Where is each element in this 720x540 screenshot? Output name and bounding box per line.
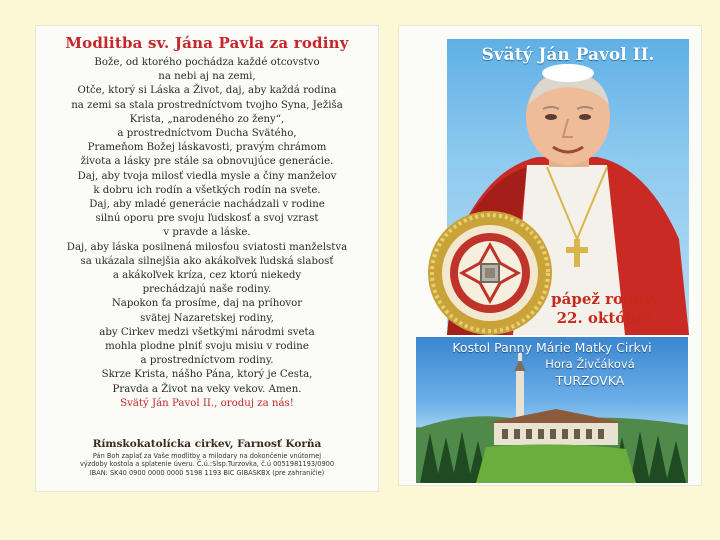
- prayer-line: Bože, od ktorého pochádza každé otcovstvo: [94, 57, 320, 68]
- prayer-line: sa ukázala silnejšia ako akákoľvek ľudská slabosť: [80, 255, 334, 267]
- parish-name: Rímskokatolícka cirkev, Farnosť Korňa: [92, 438, 322, 450]
- church-name: Kostol Panny Márie Matky Cirkvi: [452, 340, 652, 355]
- town-name: TURZOVKA: [555, 373, 625, 388]
- prayer-line: mohla plodne plniť svoju misiu v rodine: [105, 341, 309, 353]
- prayer-line: Skrze Krista, nášho Pána, ktorý je Cesta,: [101, 369, 313, 381]
- footnote-line: Pán Boh zaplať za Vaše modlitby a milodary na dokončenie vnútornej: [92, 452, 322, 460]
- prayer-line: Svätý Ján Pavol II., oroduj za nás!: [120, 397, 294, 409]
- church-photo: [416, 337, 688, 483]
- feast-title: pápež rodiny: [551, 290, 659, 308]
- footnote-line: výzdoby kostola a splatenie úveru. Č.ú.:Slsp.Turzovka, č.ú 0051981193/0900: [79, 460, 335, 469]
- prayer-card: [36, 26, 378, 491]
- prayer-line: a prostredníctvom rodiny.: [140, 355, 274, 367]
- prayer-line: silnú oporu pre svoju ľudskosť a svoj vzrast: [95, 213, 319, 225]
- prayer-line: Prameňom Božej láskavosti, pravým chrámom: [87, 142, 327, 154]
- prayer-line: v pravde a láske.: [163, 227, 251, 239]
- feast-date: 22. októbra: [556, 309, 654, 327]
- prayer-line: svätej Nazaretskej rodiny,: [140, 312, 274, 324]
- prayer-line: Pravda a Život na veky vekov. Amen.: [112, 383, 302, 395]
- mountain-name: Hora Živčáková: [545, 357, 635, 371]
- prayer-line: Daj, aby láska posilnená milosťou sviatosti manželstva: [66, 241, 348, 253]
- prayer-line: prechádzajú naše rodiny.: [142, 284, 272, 296]
- prayer-text: [42, 56, 372, 411]
- prayer-line: Krista, „narodeného zo ženy“,: [129, 113, 285, 125]
- footnote-line: IBAN: SK40 0900 0000 0000 5198 1193 BIC GIBASKBX (pre zahraničie): [89, 468, 325, 477]
- prayer-line: na nebi aj na zemi,: [158, 71, 256, 83]
- prayer-line: Daj, aby mladé generácie nachádzali v rodine: [89, 199, 325, 211]
- prayer-line: Daj, aby tvoja milosť viedla mysle a činy manželov: [77, 170, 337, 182]
- prayer-line: Napokon ťa prosíme, daj na príhovor: [111, 298, 303, 310]
- prayer-line: k dobru ich rodín a všetkých rodín na svete.: [93, 184, 321, 196]
- prayer-title: Modlitba sv. Jána Pavla za rodiny: [65, 34, 349, 52]
- prayer-line: na zemi sa stala prostredníctvom tvojho Syna, Ježiša: [71, 99, 343, 111]
- prayer-line: a prostredníctvom Ducha Svätého,: [117, 128, 297, 140]
- saint-title: Svätý Ján Pavol II.: [481, 45, 655, 65]
- prayer-line: života a lásky pre stále sa obnovujúce generácie.: [80, 156, 334, 168]
- prayer-line: Otče, ktorý si Láska a Život, daj, aby každá rodina: [77, 85, 337, 97]
- donation-footnote: [46, 452, 368, 477]
- prayer-line: a akákoľvek kríza, cez ktorú niekedy: [112, 270, 302, 282]
- prayer-line: aby Cirkev medzi všetkými národmi sveta: [99, 326, 315, 338]
